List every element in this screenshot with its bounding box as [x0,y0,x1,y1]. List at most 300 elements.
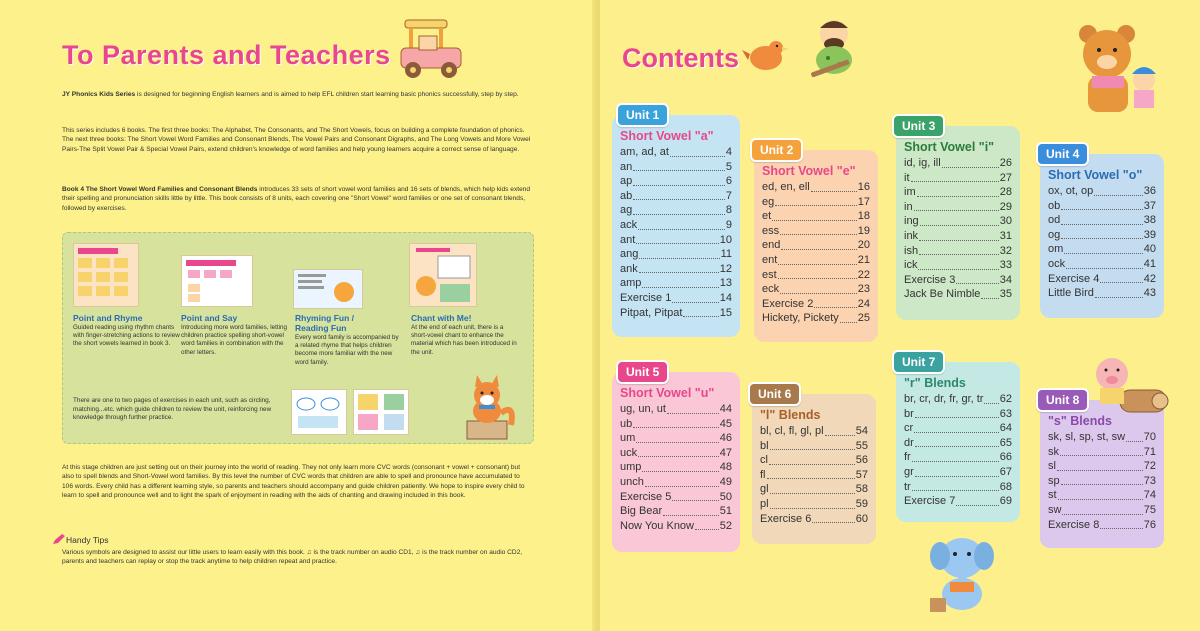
entry-page-number: 14 [719,291,732,304]
entry-page-number: 9 [725,218,732,231]
entry-label: et [762,210,772,223]
dot-leader [770,493,855,494]
dot-leader [672,302,718,303]
entry-label: od [1048,214,1061,227]
entry-page-number: 17 [857,195,870,208]
unit-5-entries [620,402,732,533]
entry-page-number: 7 [725,189,732,202]
unit-5-card [612,365,740,552]
exercise-thumbnail-1 [291,389,347,435]
dot-leader [1061,209,1143,210]
entry-label: bl [760,439,769,452]
entry-label: eck [762,283,780,296]
entry-page-number: 28 [999,186,1012,199]
entry-label: gl [760,483,769,496]
contents-entry [1048,518,1156,533]
entry-page-number: 67 [999,465,1012,478]
contents-entry [762,282,870,297]
contents-entry [762,209,870,224]
contents-entry [760,453,868,468]
dot-leader [912,461,999,462]
unit-7-title: "r" Blends [904,376,966,390]
entry-page-number: 59 [855,497,868,510]
contents-entry [1048,488,1156,503]
unit-3-entries [904,156,1012,302]
entry-label: am, ad, at [620,146,669,158]
dot-leader [645,486,719,487]
entry-page-number: 34 [999,273,1012,286]
contents-entry [620,519,732,534]
pencil-icon [52,533,66,545]
entry-label: Exercise 6 [760,512,812,525]
elephant-illustration [922,528,1002,618]
entry-label: end [762,239,781,252]
entry-page-number: 18 [857,210,870,223]
entry-page-number: 5 [725,160,732,173]
entry-label: ump [620,461,642,474]
unit-1-title: Short Vowel "a" [620,129,714,143]
entry-page-number: 51 [719,505,732,518]
entry-label: og [1048,228,1061,241]
contents-entry [904,273,1012,288]
contents-entry [904,465,1012,480]
entry-page-number: 55 [855,439,868,452]
entry-page-number: 6 [725,175,732,188]
entry-page-number: 21 [857,253,870,266]
dot-leader [942,167,999,168]
unit-4-card [1040,147,1164,318]
bird-illustration [742,34,790,76]
toy-car-illustration [395,14,470,82]
dot-leader [956,505,998,506]
entry-label: ack [620,218,638,231]
entry-label: ox, ot, op [1048,185,1094,197]
contents-title: Contents [622,43,739,73]
entry-page-number: 25 [857,312,870,325]
entry-label: ag [620,204,633,217]
unit-1-badge: Unit 1 [616,103,669,127]
dot-leader [981,298,998,299]
unit-6-title: "l" Blends [760,408,821,422]
dot-leader [633,214,725,215]
entry-label: um [620,432,636,445]
entry-page-number: 42 [1143,272,1156,285]
contents-entry [620,460,732,475]
dot-leader [638,229,725,230]
entry-page-number: 47 [719,446,732,459]
contents-entry [620,247,732,262]
unit-8-badge: Unit 8 [1036,388,1089,412]
contents-entry [904,156,1012,171]
contents-entry [760,468,868,483]
entry-label: im [904,186,916,199]
exercise-note: There are one to two pages of exercises in each unit, such as circling, matching...etc. which guide children to review the unit, reinforcing new knowledge through further practice. [73,397,272,422]
contents-entry [620,475,732,490]
contents-entry [904,450,1012,465]
unit-8-title: "s" Blends [1048,414,1112,428]
point-and-say-thumbnail [181,255,253,307]
contents-entry [1048,272,1156,287]
dot-leader [778,278,857,279]
contents-entry [620,306,732,321]
unit-6-badge: Unit 6 [748,382,801,406]
entry-label: ish [904,244,919,257]
dot-leader [1094,195,1142,196]
dot-leader [683,316,718,317]
entry-label: sk [1048,445,1059,458]
entry-page-number: 13 [719,277,732,290]
contents-entry [904,185,1012,200]
right-page [600,0,1200,631]
entry-page-number: 76 [1143,518,1156,531]
exercise-thumbnail-2 [353,389,409,435]
entry-label: eg [762,195,775,208]
entry-label: Exercise 3 [904,273,956,286]
contents-entry [1048,474,1156,489]
entry-page-number: 57 [855,468,868,481]
contents-entry [620,189,732,204]
entry-label: est [762,268,777,281]
contents-entry [620,203,732,218]
entry-page-number: 12 [719,262,732,275]
entry-page-number: 31 [999,229,1012,242]
entry-page-number: 29 [999,200,1012,213]
dot-leader [770,449,855,450]
dot-leader [695,529,719,530]
entry-page-number: 64 [999,422,1012,435]
unit-3-badge: Unit 3 [892,114,945,138]
entry-page-number: 72 [1143,460,1156,473]
entry-page-number: 56 [855,454,868,467]
entry-page-number: 48 [719,461,732,474]
entry-label: br, cr, dr, fr, gr, tr [904,393,984,405]
entry-label: uck [620,446,638,459]
entry-page-number: 40 [1143,243,1156,256]
entry-page-number: 26 [999,157,1012,169]
feature-point-and-say: Point and Say Introducing more word families, letting children practice spelling short-vowel word families in combination with the other letters. [181,313,288,356]
unit-7-card [896,355,1020,522]
unit-2-badge: Unit 2 [750,138,803,162]
page-title: To Parents and Teachers [62,40,391,70]
entry-label: fl [760,468,766,481]
chant-thumbnail [409,243,477,307]
unit-1-card [612,108,740,337]
entry-page-number: 60 [855,512,868,525]
contents-entry [904,494,1012,509]
contents-entry [904,287,1012,302]
entry-label: sk, sl, sp, st, sw [1048,431,1126,443]
entry-label: ing [904,215,919,228]
dot-leader [812,522,854,523]
entry-page-number: 62 [999,393,1012,405]
dot-leader [917,196,999,197]
dot-leader [639,258,719,259]
entry-page-number: 44 [719,403,732,415]
dot-leader [639,272,719,273]
unit-2-entries [762,180,870,326]
dot-leader [770,508,855,509]
contents-entry [762,238,870,253]
dot-leader [919,240,999,241]
entry-page-number: 75 [1143,503,1156,516]
dot-leader [919,254,999,255]
contents-entry [620,446,732,461]
dot-leader [670,156,725,157]
entry-label: cl [760,454,768,467]
contents-entry [760,439,868,454]
entry-page-number: 43 [1143,287,1156,300]
entry-label: ink [904,229,919,242]
contents-entry [904,436,1012,451]
entry-page-number: 58 [855,483,868,496]
entry-page-number: 27 [999,171,1012,184]
contents-entry [1048,242,1156,257]
entry-label: ess [762,224,780,237]
entry-label: tr [904,480,911,493]
entry-label: ick [904,259,918,272]
dot-leader [1061,238,1143,239]
entry-label: ank [620,262,638,275]
entry-page-number: 70 [1143,431,1156,443]
entry-page-number: 49 [719,475,732,488]
contents-entry [1048,503,1156,518]
dot-leader [1126,441,1143,442]
dot-leader [814,307,856,308]
contents-entry [760,482,868,497]
contents-entry [1048,184,1156,199]
dot-leader [918,269,998,270]
entry-label: sw [1048,503,1062,516]
entry-page-number: 33 [999,259,1012,272]
entry-label: st [1048,489,1057,502]
unit-3-title: Short Vowel "i" [904,140,995,154]
entry-page-number: 8 [725,204,732,217]
feature-point-and-rhyme: Point and Rhyme Guided reading using rhythm chants with finger-stretching actions to review the short vowels learned in book 3. [73,313,180,348]
entry-label: an [620,160,633,173]
contents-entry [904,480,1012,495]
unit-1-entries [620,145,732,320]
contents-entry [762,297,870,312]
dot-leader [642,471,718,472]
unit-4-title: Short Vowel "o" [1048,168,1143,182]
dot-leader [769,464,855,465]
unit-6-card [752,387,876,544]
dot-leader [911,181,999,182]
dot-leader [1057,470,1143,471]
contents-entry [620,417,732,432]
dot-leader [1062,514,1142,515]
entry-label: ent [762,253,778,266]
dot-leader [642,287,718,288]
dot-leader [780,234,857,235]
book-paragraph: Book 4 The Short Vowel Word Families and Consonant Blends introduces 33 sets of short vowel word families and 16 sets of blends, which help kids extend their spelling and pronunciation skills little by little. This book consists of 8 units, each covering one "Short Vowel" word families or one set of consonant blends, followed by exercises. [62,186,531,212]
contents-entry [620,431,732,446]
pig-illustration [1090,350,1170,420]
contents-entry [1048,228,1156,243]
dot-leader [984,403,998,404]
dot-leader [780,293,857,294]
contents-entry [904,258,1012,273]
entry-label: ub [620,417,633,430]
contents-entry [904,200,1012,215]
contents-entry [904,244,1012,259]
feature-chant-with-me: Chant with Me! At the end of each unit, there is a short-vowel chant to enhance the material which has been introduced in the unit. [411,313,517,356]
dot-leader [638,456,719,457]
entry-label: Exercise 4 [1048,272,1100,285]
contents-entry [904,171,1012,186]
entry-label: unch [620,475,644,488]
dot-leader [772,220,857,221]
dot-leader [914,432,999,433]
contents-entry [1048,213,1156,228]
contents-entry [1048,199,1156,214]
contents-entry [620,291,732,306]
series-paragraph: This series includes 6 books. The first three books: The Alphabet, The Consonants, and The Short Vowels, focus on building a complete foundation of phonics. The next three books: The Short Vowel Word Families and Consonant Blends, The Vowel Pairs and Consonant Digraphs, and The Long Vowels and More Vowel Pairs-The Split Vowel Pair & Special Vowel Pairs, extend children's knowledge of word families and help young learners acquire a correct sense of language. [62,127,531,153]
handy-tips-text: Various symbols are designed to assist our little users to learn easily with this book. ♫ is the track number on audio CD1, ♫ is the track number on audio CD2, parents and teachers can replay or stop the track anytime to help children repeat and practice. [62,549,523,566]
entry-page-number: 15 [719,306,732,319]
handy-tips-title: Handy Tips [66,535,109,545]
entry-label: cr [904,422,914,435]
entry-page-number: 23 [857,283,870,296]
entry-page-number: 30 [999,215,1012,228]
dot-leader [915,446,999,447]
dot-leader [915,476,999,477]
left-page [0,0,596,631]
dot-leader [1058,499,1143,500]
entry-page-number: 11 [720,248,732,261]
entry-page-number: 46 [719,432,732,445]
entry-label: ap [620,175,633,188]
dot-leader [1064,253,1142,254]
dot-leader [636,442,718,443]
entry-label: Exercise 2 [762,297,814,310]
fox-illustration [453,373,523,443]
caveman-illustration [800,14,868,84]
entry-page-number: 45 [719,417,732,430]
dot-leader [636,243,718,244]
entry-page-number: 63 [999,407,1012,420]
unit-8-entries [1048,430,1156,532]
dot-leader [781,249,856,250]
entry-label: Exercise 5 [620,490,672,503]
dot-leader [912,490,999,491]
dot-leader [633,199,725,200]
entry-label: ug, un, ut [620,403,666,415]
entry-label: fr [904,451,911,464]
contents-entry [762,311,870,326]
entry-page-number: 32 [999,244,1012,257]
contents-entry [762,180,870,195]
unit-6-entries [760,424,868,526]
entry-page-number: 36 [1143,185,1156,197]
contents-entry [904,214,1012,229]
contents-entry [760,512,868,527]
entry-page-number: 74 [1143,489,1156,502]
unit-2-title: Short Vowel "e" [762,164,856,178]
entry-page-number: 73 [1143,474,1156,487]
bear-illustration [1070,20,1170,120]
unit-7-badge: Unit 7 [892,350,945,374]
dot-leader [633,170,725,171]
entry-page-number: 19 [857,224,870,237]
entry-label: amp [620,277,642,290]
unit-5-badge: Unit 5 [616,360,669,384]
dot-leader [920,225,999,226]
contents-entry [1048,445,1156,460]
dot-leader [663,515,719,516]
unit-5-title: Short Vowel "u" [620,386,715,400]
dot-leader [672,500,718,501]
entry-page-number: 35 [999,288,1012,301]
entry-label: Jack Be Nimble [904,288,981,301]
entry-page-number: 22 [857,268,870,281]
entry-label: Now You Know [620,519,694,532]
entry-label: ab [620,189,633,202]
dot-leader [840,322,857,323]
entry-page-number: 52 [719,519,732,532]
contents-entry [760,497,868,512]
dot-leader [1100,528,1142,529]
entry-label: Pitpat, Pitpat [620,306,683,319]
entry-page-number: 24 [857,297,870,310]
contents-entry [620,145,732,160]
unit-3-card [896,119,1020,320]
dot-leader [914,210,999,211]
contents-entry [1048,286,1156,301]
dot-leader [1095,297,1143,298]
entry-label: id, ig, ill [904,157,941,169]
contents-entry [620,276,732,291]
dot-leader [825,435,855,436]
contents-entry [760,424,868,439]
contents-entry [904,392,1012,407]
dot-leader [1061,484,1143,485]
entry-page-number: 69 [999,495,1012,508]
dot-leader [1066,268,1143,269]
contents-entry [620,160,732,175]
unit-7-entries [904,392,1012,509]
contents-entry [762,195,870,210]
contents-entry [620,218,732,233]
entry-label: Exercise 7 [904,495,956,508]
contents-entry [620,490,732,505]
unit-4-entries [1048,184,1156,301]
entry-page-number: 4 [725,146,732,158]
entry-page-number: 71 [1143,445,1156,458]
dot-leader [1061,224,1143,225]
entry-label: ed, en, ell [762,181,810,193]
dot-leader [956,283,998,284]
contents-entry [1048,257,1156,272]
entry-page-number: 41 [1143,257,1156,270]
entry-label: br [904,407,914,420]
entry-label: dr [904,436,914,449]
entry-page-number: 66 [999,451,1012,464]
entry-label: Exercise 1 [620,291,672,304]
dot-leader [633,185,725,186]
dot-leader [775,205,857,206]
intro-paragraph: JY Phonics Kids Series is designed for beginning English learners and is aimed to help EFL children start learning basic phonics successfully, step by step. [62,91,519,98]
features-panel [62,232,534,444]
contents-entry [904,421,1012,436]
dot-leader [767,478,855,479]
entry-label: ock [1048,257,1066,270]
closing-paragraph: At this stage children are just setting out on their journey into the world of reading. They not only learn more CVC words (consonant + vowel + consonant) but also to spell blends and Short-Vowel word families. By this level the number of CVC words that children are able to spell and pronounce have accumulated to 106 words. Every child has a different learning style, so parents and teachers should accompany and guide children patiently. We hope to inspire every child to learn to spell and pronounce well and to light the spark of enjoyment in reading with the aids of chanting and drawing included in this book. [62,464,525,500]
entry-page-number: 39 [1143,228,1156,241]
entry-page-number: 65 [999,436,1012,449]
entry-page-number: 68 [999,480,1012,493]
dot-leader [667,413,719,414]
